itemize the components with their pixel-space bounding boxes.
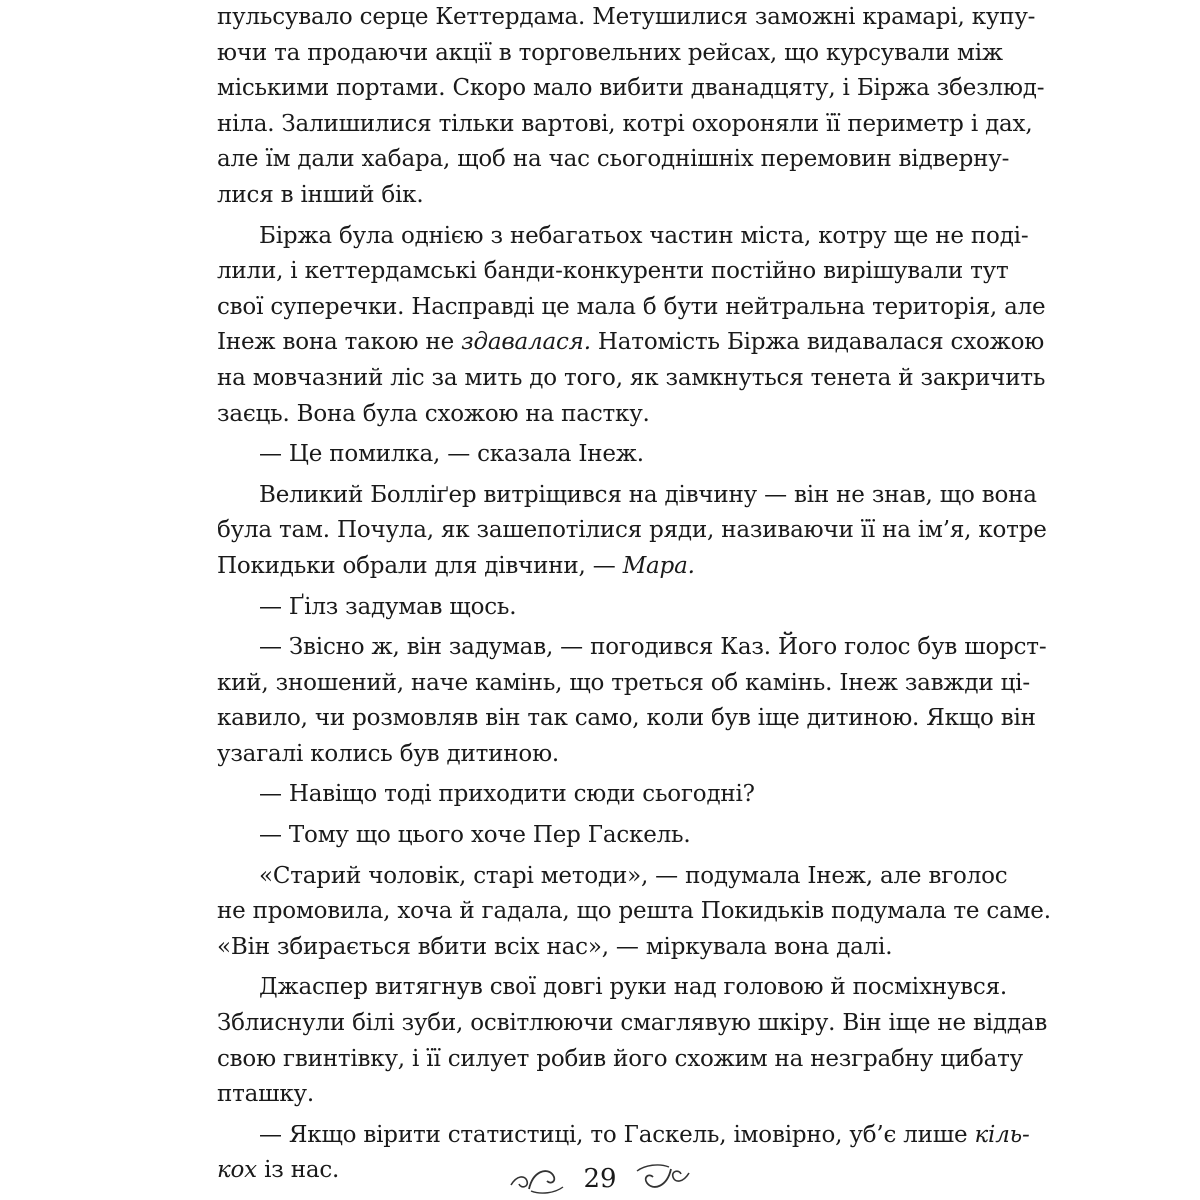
body-text — [217, 0, 1051, 1189]
text-run: із нас. — [256, 1157, 340, 1184]
text-run: — Якщо вірити статистиці, то Гаскель, імовірно, уб’є лише — [259, 1121, 975, 1148]
text-line: але їм дали хабара, щоб на час сьогоднішніх перемовин відверну- — [217, 146, 1010, 173]
text-line: міськими портами. Скоро мало вибити дванадцяту, і Біржа збезлюд- — [217, 75, 1045, 102]
text-line: — Звісно ж, він задумав, — погодився Каз. Його голос був шорст- — [259, 634, 1047, 661]
text-line — [217, 549, 981, 585]
text-line: Зблиснули білі зуби, освітлюючи смаглявую шкіру. Він іще не віддав — [217, 1010, 1048, 1037]
italic-text: кох — [217, 1157, 257, 1184]
page-number: 29 — [583, 1164, 617, 1194]
text-line: — Ґілз задумав щось. — [259, 593, 517, 620]
text-line: кавило, чи розмовляв він так само, коли був іще дитиною. Якщо він — [217, 705, 1036, 732]
text-line: — Тому що цього хоче Пер Гаскель. — [259, 822, 691, 849]
right-ornament-icon — [635, 1161, 693, 1197]
text-line: узагалі колись був дитиною. — [217, 740, 560, 767]
paragraph — [217, 590, 981, 626]
text-line: була там. Почула, як зашепотілися ряди, називаючи її на ім’я, котре — [217, 517, 1047, 544]
paragraph — [217, 478, 1047, 585]
text-line — [217, 1118, 1030, 1154]
text-line: Джаспер витягнув свої довгі руки над головою й посміхнувся. — [259, 974, 1008, 1001]
text-run: Інеж вона такою не — [217, 329, 462, 356]
text-line: на мовчазний ліс за мить до того, як замкнуться тенета й закричить — [217, 364, 1046, 391]
text-line: «Він збирається вбити всіх нас», — міркувала вона далі. — [217, 933, 893, 960]
text-line: заєць. Вона була схожою на пастку. — [217, 400, 650, 427]
text-line: ніла. Залишилися тільки вартові, котрі охороняли її периметр і дах, — [217, 110, 1033, 137]
paragraph — [217, 818, 981, 854]
text-run: Покидьки обрали для дівчини, — — [217, 552, 623, 579]
paragraph — [217, 630, 1047, 772]
text-line: Великий Болліґер витріщився на дівчину — він не знав, що вона — [259, 481, 1037, 508]
italic-text: здавалася. — [461, 329, 591, 356]
text-line: пульсувало серце Кеттердама. Метушилися заможні крамарі, купу- — [217, 4, 1036, 30]
text-run: Натомість Біржа видавалася схожою — [590, 329, 1045, 356]
paragraph — [217, 970, 1048, 1112]
text-line: свої суперечки. Насправді це мала б бути нейтральна територія, але — [217, 293, 1046, 320]
text-line: «Старий чоловік, старі методи», — подумала Інеж, але вголос — [259, 862, 1008, 889]
text-line: пташку. — [217, 1081, 314, 1108]
paragraph — [217, 219, 1046, 433]
paragraph — [217, 0, 1045, 214]
text-line: — Навіщо тоді приходити сюди сьогодні? — [259, 781, 755, 808]
text-line: ючи та продаючи акції в торговельних рейсах, що курсували між — [217, 39, 1003, 66]
paragraph — [217, 437, 981, 473]
text-line: кий, зношений, наче камінь, що треться об камінь. Інеж завжди ці- — [217, 669, 1030, 696]
text-line: лили, і кеттердамські банди-конкуренти постійно вирішували тут — [217, 258, 1009, 285]
left-ornament-icon — [507, 1161, 565, 1197]
text-line: не промовила, хоча й гадала, що решта Покидьків подумала те саме. — [217, 898, 1051, 925]
text-line: свою гвинтівку, і її силует робив його схожим на незграбну цибату — [217, 1045, 1023, 1072]
text-line — [217, 325, 1045, 361]
paragraph — [217, 859, 1051, 966]
italic-text: кіль- — [974, 1121, 1030, 1148]
text-line: — Це помилка, — сказала Інеж. — [259, 441, 644, 468]
text-line: Біржа була однією з небагатьох частин міста, котру ще не поді- — [259, 222, 1029, 249]
page-footer — [0, 1159, 1200, 1199]
text-line: лися в інший бік. — [217, 181, 424, 208]
paragraph — [217, 777, 981, 813]
italic-text: Мара. — [622, 552, 695, 579]
